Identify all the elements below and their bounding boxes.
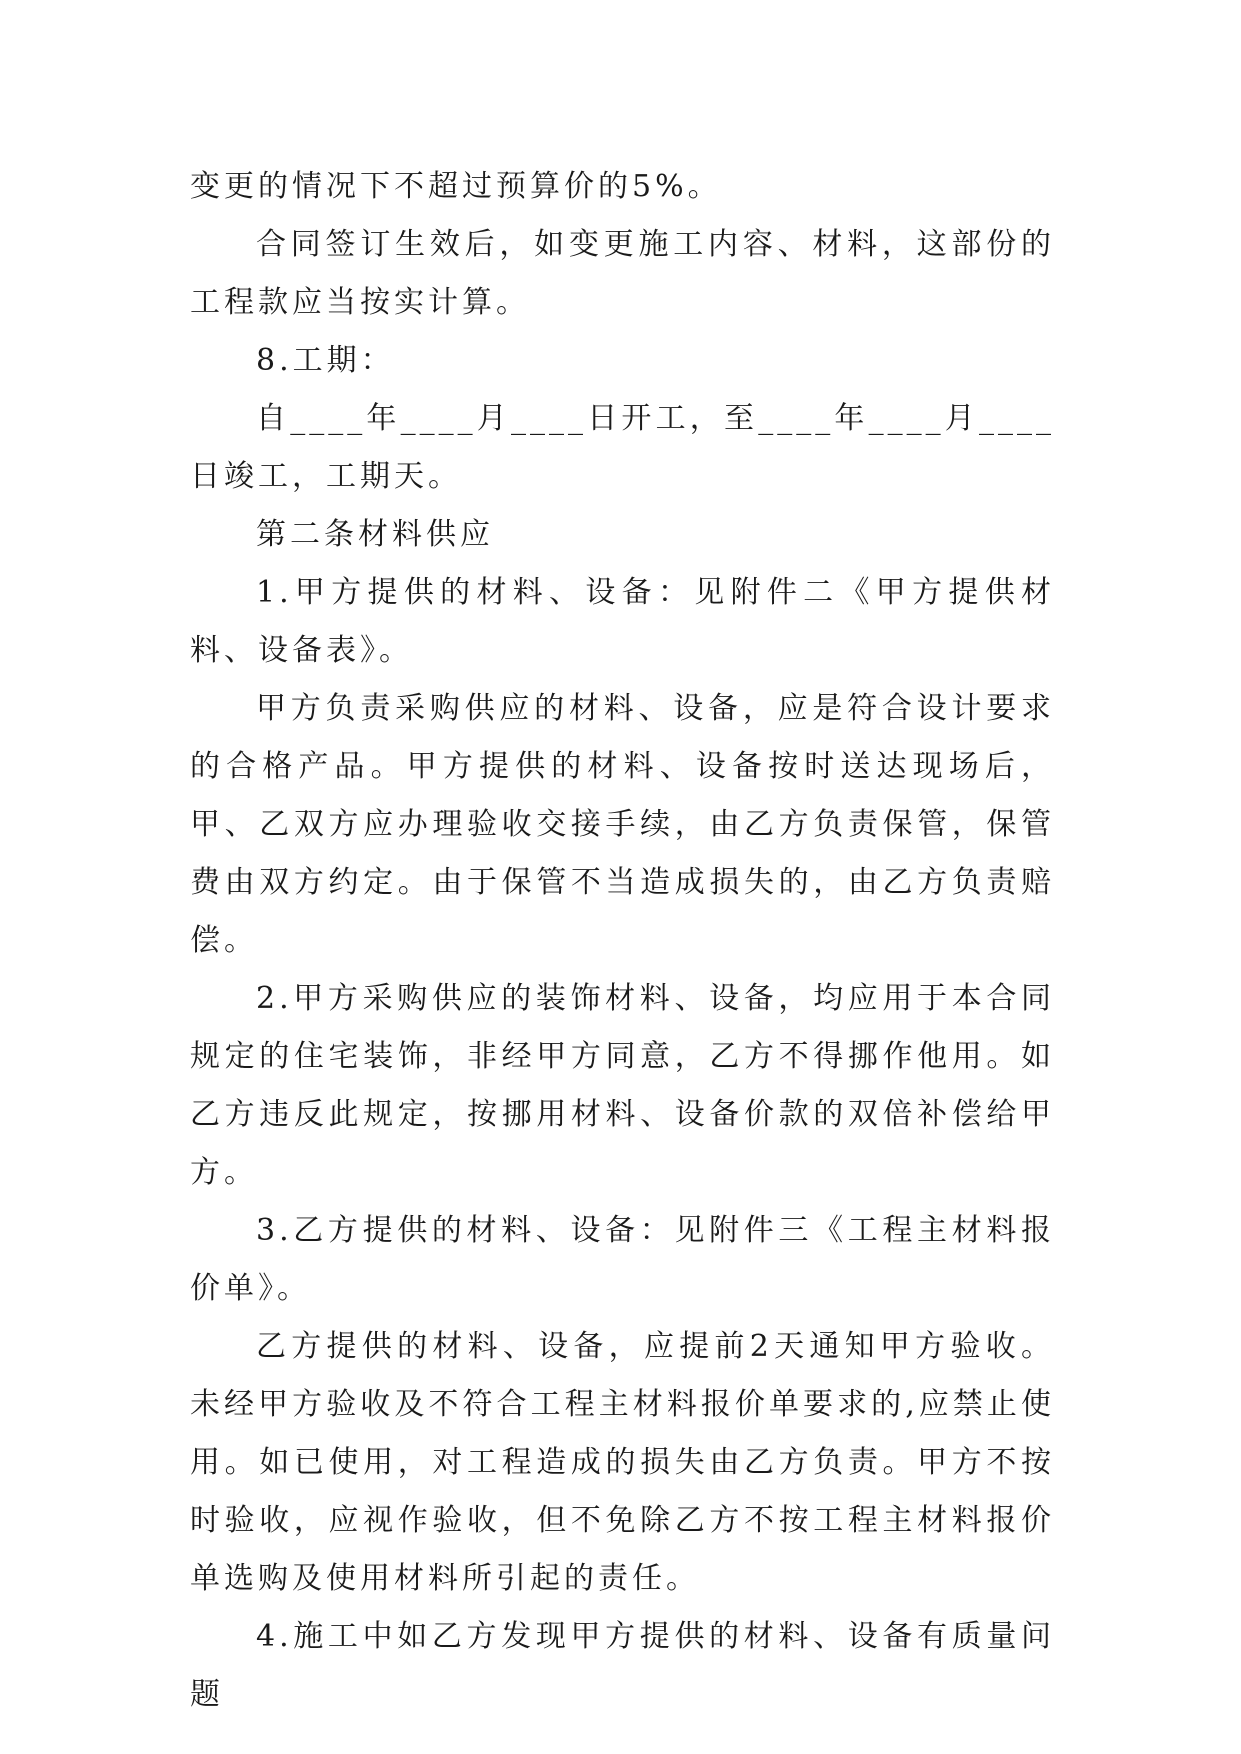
paragraph-party-b-inspection: 乙方提供的材料、设备，应提前2天通知甲方验收。未经甲方验收及不符合工程主材料报价单要求的,应禁止使用。如已使用，对工程造成的损失由乙方负责。甲方不按时验收，应视作验收，但不免除乙方不按工程主材料报价单选购及使用材料所引起的责任。 [190,1329,1055,1596]
paragraph-schedule-heading: 8.工期： [256,343,395,378]
section-heading-material-supply: 第二条材料供应 [256,517,494,552]
paragraph-material-usage: 2.甲方采购供应的装饰材料、设备，均应用于本合同规定的住宅装饰，非经甲方同意，乙方不得挪作他用。如乙方违反此规定，按挪用材料、设备价款的双倍补偿给甲方。 [190,981,1055,1190]
paragraph-change-billing: 合同签订生效后，如变更施工内容、材料，这部份的工程款应当按实计算。 [190,227,1055,320]
paragraph-party-b-materials: 3.乙方提供的材料、设备：见附件三《工程主材料报价单》。 [190,1213,1055,1306]
paragraph-party-a-responsibility: 甲方负责采购供应的材料、设备，应是符合设计要求的合格产品。甲方提供的材料、设备按时送达现场后，甲、乙双方应办理验收交接手续，由乙方负责保管，保管费由双方约定。由于保管不当造成损失的，由乙方负责赔偿。 [190,691,1055,958]
paragraph-party-a-materials: 1.甲方提供的材料、设备：见附件二《甲方提供材料、设备表》。 [190,575,1055,668]
paragraph-quality-issue: 4.施工中如乙方发现甲方提供的材料、设备有质量问题 [190,1619,1055,1712]
paragraph-budget-limit: 变更的情况下不超过预算价的5%。 [190,169,722,204]
paragraph-schedule-dates: 自____年____月____日开工，至____年____月____日竣工，工期天。 [190,401,1055,494]
document-body [190,158,1055,1724]
